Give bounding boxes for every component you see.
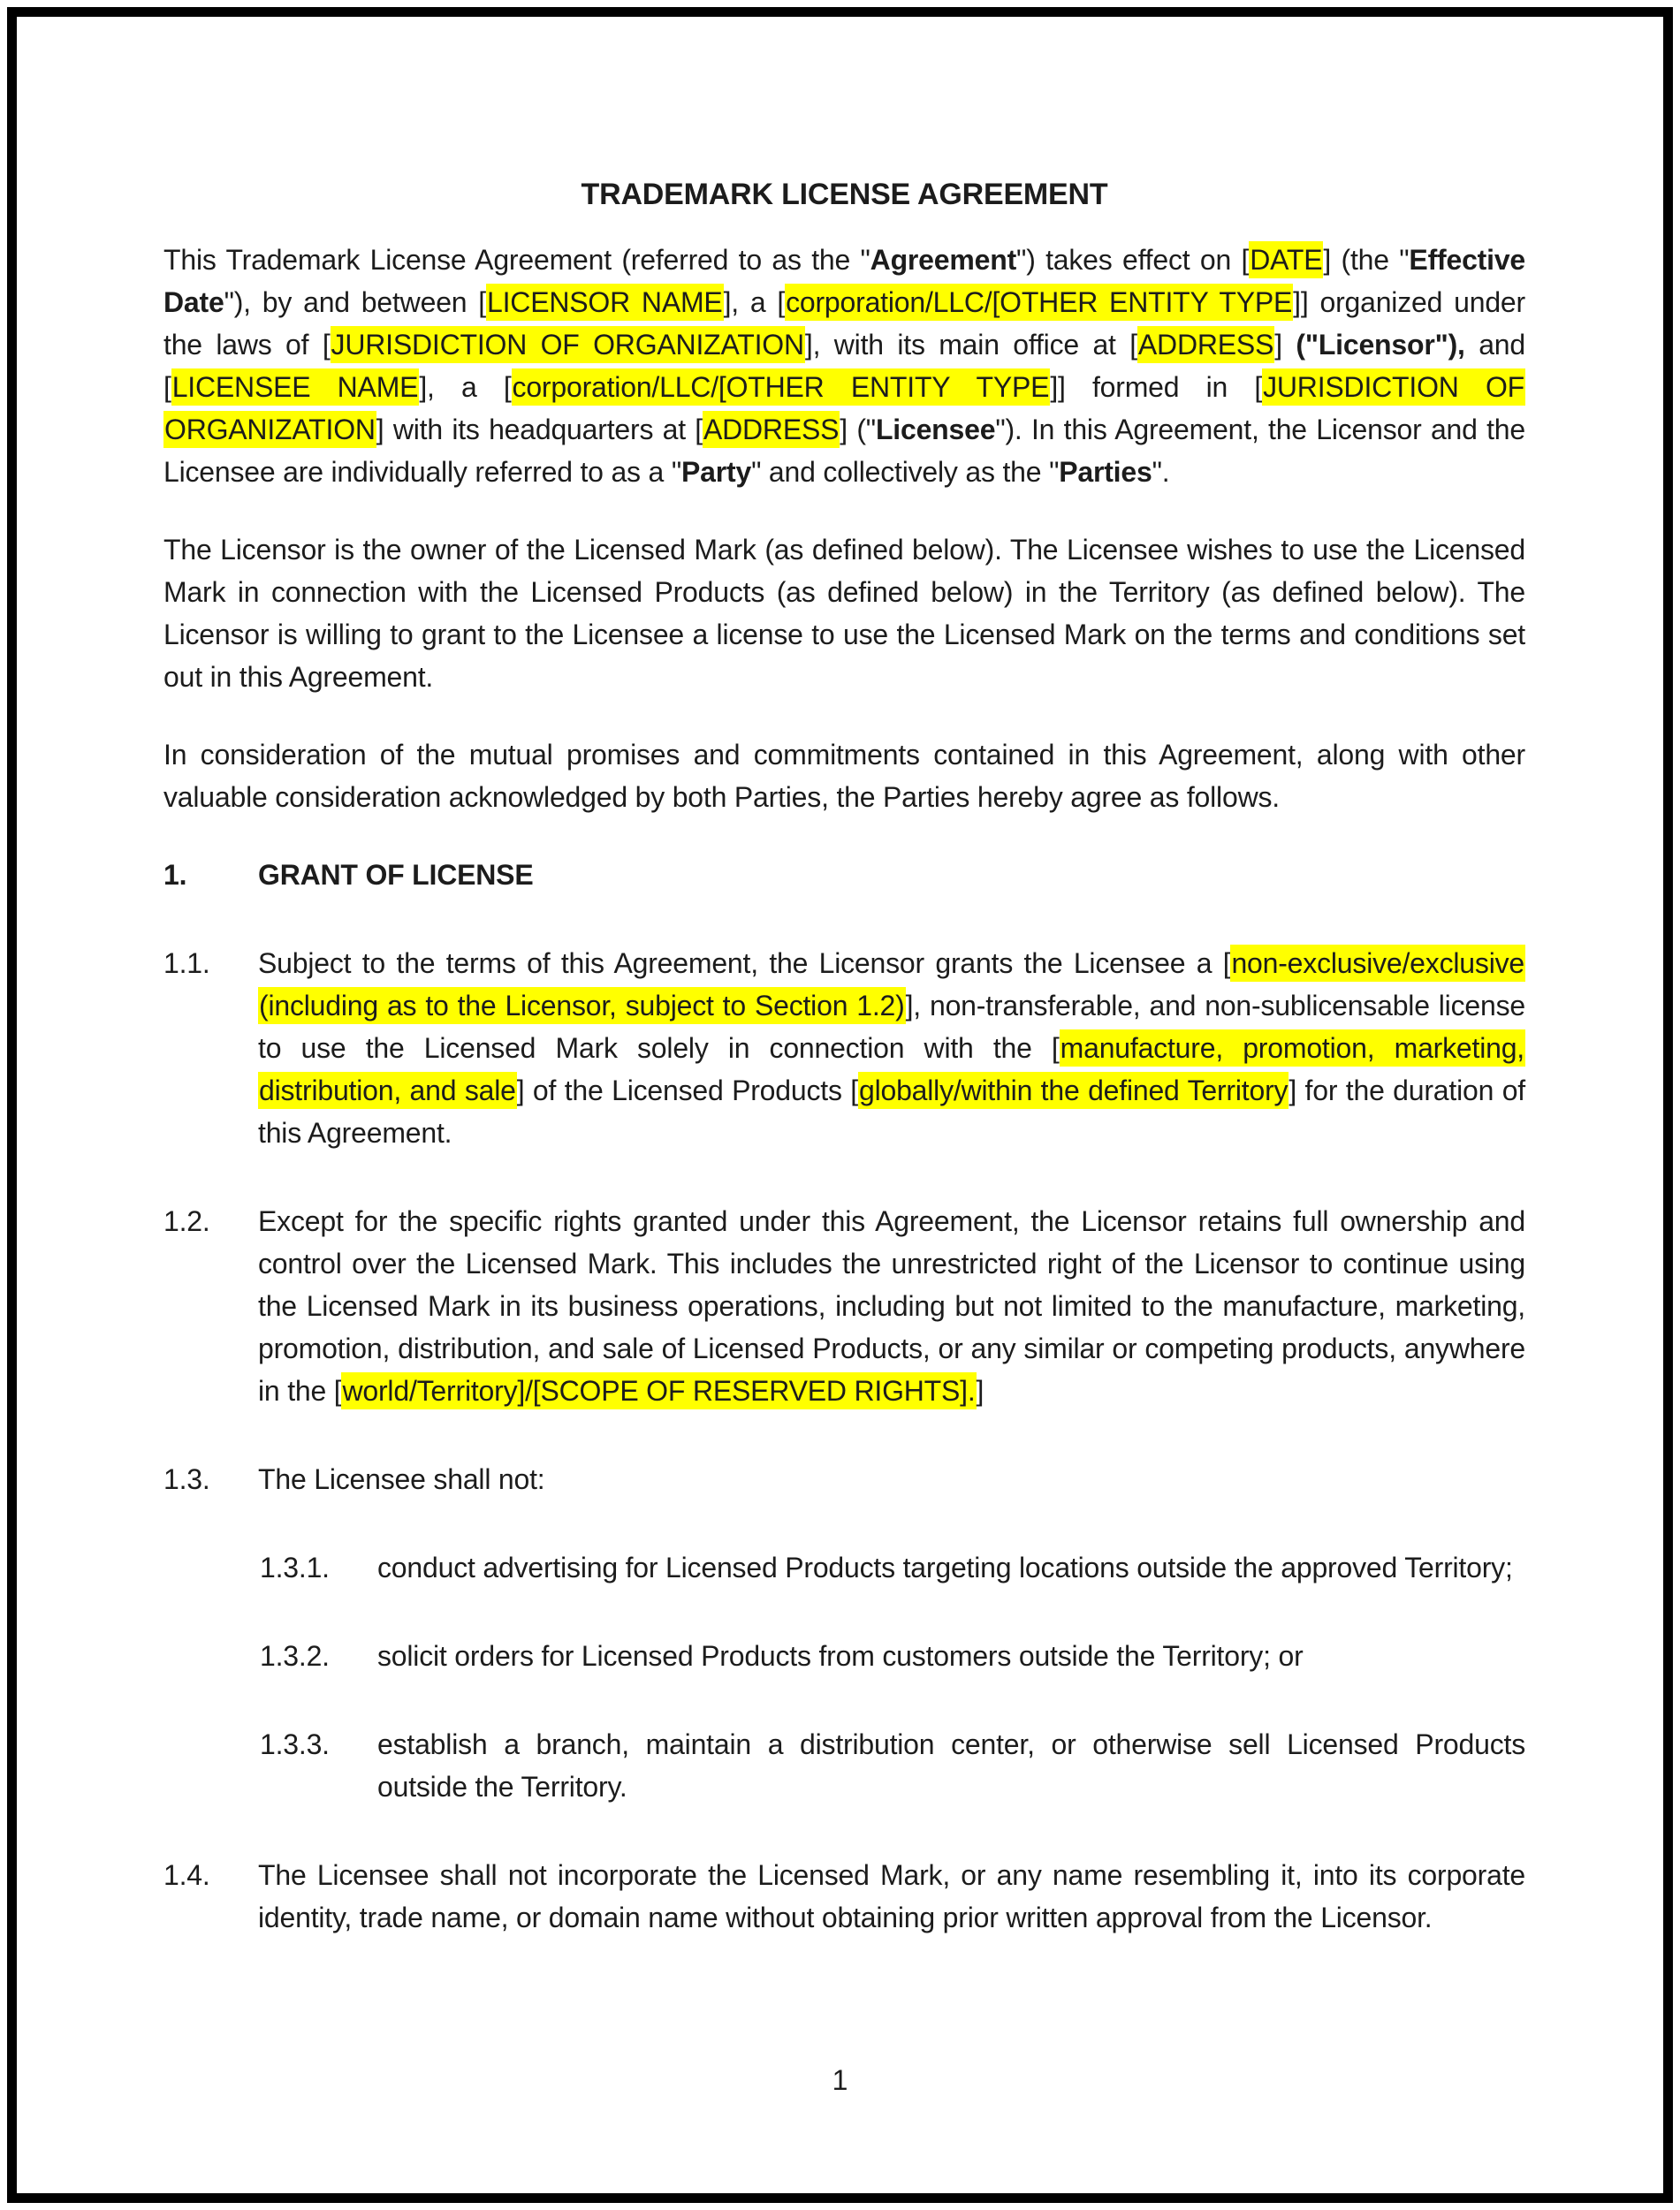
document-title <box>163 173 1525 216</box>
text-run: ") takes effect on [ <box>1016 244 1250 276</box>
clause-number: 1.4. <box>163 1859 210 1891</box>
highlighted-placeholder: DATE <box>1249 241 1323 278</box>
clause-text <box>258 1458 1525 1500</box>
clause-number: 1.3.2. <box>260 1640 330 1672</box>
clause-number: 1.3.3. <box>260 1728 330 1760</box>
highlighted-placeholder: world/Territory]/[SCOPE OF RESERVED RIGHTS]. <box>341 1372 976 1409</box>
numbered-clause <box>163 1854 1525 1939</box>
highlighted-placeholder: JURISDICTION OF ORGANIZATION <box>331 326 805 363</box>
highlighted-placeholder: JURISDICTION OF ORGANIZATION <box>163 368 1525 448</box>
section-heading <box>163 854 1525 896</box>
bold-text-run: Licensee <box>875 414 996 445</box>
clause-text <box>258 854 1525 896</box>
text-run: "), by and between [ <box>224 286 486 318</box>
text-run: Subject to the terms of this Agreement, the Licensor grants the Licensee a [ <box>258 947 1231 979</box>
highlighted-placeholder: ADDRESS <box>703 411 840 448</box>
text-run: ] <box>976 1375 984 1407</box>
text-run: Except for the specific rights granted under this Agreement, the Licensor retains full ownership and control over the Licensed Mark. This includes the unrestricted right of the Licensor to continue using the Licensed Mark in its business operations, including but not limited to the manufacture, marketing, promotion, distribution, and sale of Licensed Products, or any similar or competing products, anywhere in the [ <box>258 1205 1525 1407</box>
text-run: ". <box>1152 456 1170 488</box>
bold-text-run: Parties <box>1059 456 1152 488</box>
text-run: ], with its main office at [ <box>804 329 1137 361</box>
page-number: 1 <box>832 2064 848 2096</box>
document-content <box>163 0 1525 1985</box>
paragraph <box>163 528 1525 698</box>
highlighted-placeholder: LICENSEE NAME <box>171 368 420 406</box>
clause-number: 1.3.1. <box>260 1552 330 1583</box>
numbered-clause <box>163 942 1525 1154</box>
text-run: ]] formed in [ <box>1050 371 1263 403</box>
text-run: This Trademark License Agreement (referred to as the " <box>163 244 870 276</box>
clause-number: 1.2. <box>163 1205 210 1237</box>
text-run: " and collectively as the " <box>751 456 1060 488</box>
text-run: The Licensee shall not: <box>258 1463 545 1495</box>
numbered-clause <box>163 1200 1525 1412</box>
clause-number: 1.1. <box>163 947 210 979</box>
numbered-clause <box>163 1458 1525 1500</box>
text-run: In consideration of the mutual promises and commitments contained in this Agreement, along with other valuable consideration acknowledged by both Parties, the Parties hereby agree as follows. <box>163 739 1525 813</box>
text-run: establish a branch, maintain a distribution center, or otherwise sell Licensed Products outside the Territory. <box>377 1728 1525 1803</box>
bold-text-run: Party <box>681 456 752 488</box>
highlighted-placeholder: non-exclusive/exclusive (including as to the Licensor, subject to Section 1.2) <box>258 945 1525 1024</box>
clause-number: 1.3. <box>163 1463 210 1495</box>
text-run: conduct advertising for Licensed Products targeting locations outside the approved Territory; <box>377 1552 1513 1583</box>
text-run: The Licensor is the owner of the Licensed Mark (as defined below). The Licensee wishes to use the Licensed Mark in connection with the Licensed Products (as defined below) in the Territory (as defined below). The Licensor is willing to grant to the Licensee a license to use the Licensed Mark on the terms and conditions set out in this Agreement. <box>163 534 1525 693</box>
numbered-clause <box>260 1546 1525 1589</box>
bold-text-run: Effective Date <box>163 244 1526 318</box>
highlighted-placeholder: manufacture, promotion, marketing, distribution, and sale <box>258 1029 1525 1109</box>
text-run: ] (the " <box>1323 244 1410 276</box>
text-run: and [ <box>163 329 1525 403</box>
clause-text <box>377 1635 1525 1677</box>
clause-text <box>258 942 1525 1154</box>
highlighted-placeholder: globally/within the defined Territory <box>858 1072 1289 1109</box>
highlighted-placeholder: LICENSOR NAME <box>486 284 724 321</box>
text-run: ] of the Licensed Products [ <box>516 1075 858 1106</box>
numbered-clause <box>260 1635 1525 1677</box>
paragraph <box>163 239 1525 493</box>
text-run: solicit orders for Licensed Products from customers outside the Territory; or <box>377 1640 1304 1672</box>
text-run: ] with its headquarters at [ <box>376 414 703 445</box>
text-run: "). In this Agreement, the Licensor and the Licensee are individually referred to as a " <box>163 414 1525 488</box>
text-run: ] (" <box>840 414 876 445</box>
highlighted-placeholder: corporation/LLC/[OTHER ENTITY TYPE <box>785 284 1293 321</box>
text-run: The Licensee shall not incorporate the Licensed Mark, or any name resembling it, into its corporate identity, trade name, or domain name without obtaining prior written approval from the Licensor. <box>258 1859 1525 1933</box>
bold-text-run: ("Licensor"), <box>1296 329 1465 361</box>
text-run: ] for the duration of this Agreement. <box>258 1075 1525 1149</box>
clause-text <box>377 1723 1525 1808</box>
highlighted-placeholder: ADDRESS <box>1137 326 1274 363</box>
clause-text <box>258 1200 1525 1412</box>
text-run: ] <box>1274 329 1296 361</box>
paragraph <box>163 733 1525 818</box>
clause-text <box>377 1546 1525 1589</box>
bold-text-run: GRANT OF LICENSE <box>258 859 534 891</box>
text-run: ], a [ <box>419 371 512 403</box>
clause-text <box>258 1854 1525 1939</box>
numbered-clause <box>260 1723 1525 1808</box>
highlighted-placeholder: corporation/LLC/[OTHER ENTITY TYPE <box>512 368 1051 406</box>
text-run: ], a [ <box>723 286 786 318</box>
text-run: ]] organized under the laws of [ <box>163 286 1525 361</box>
text-run: ], non-transferable, and non-sublicensable license to use the Licensed Mark solely in connection with the [ <box>258 990 1525 1064</box>
bold-text-run: Agreement <box>870 244 1017 276</box>
clause-number: 1. <box>163 859 187 891</box>
bold-text-run: TRADEMARK LICENSE AGREEMENT <box>581 178 1108 211</box>
